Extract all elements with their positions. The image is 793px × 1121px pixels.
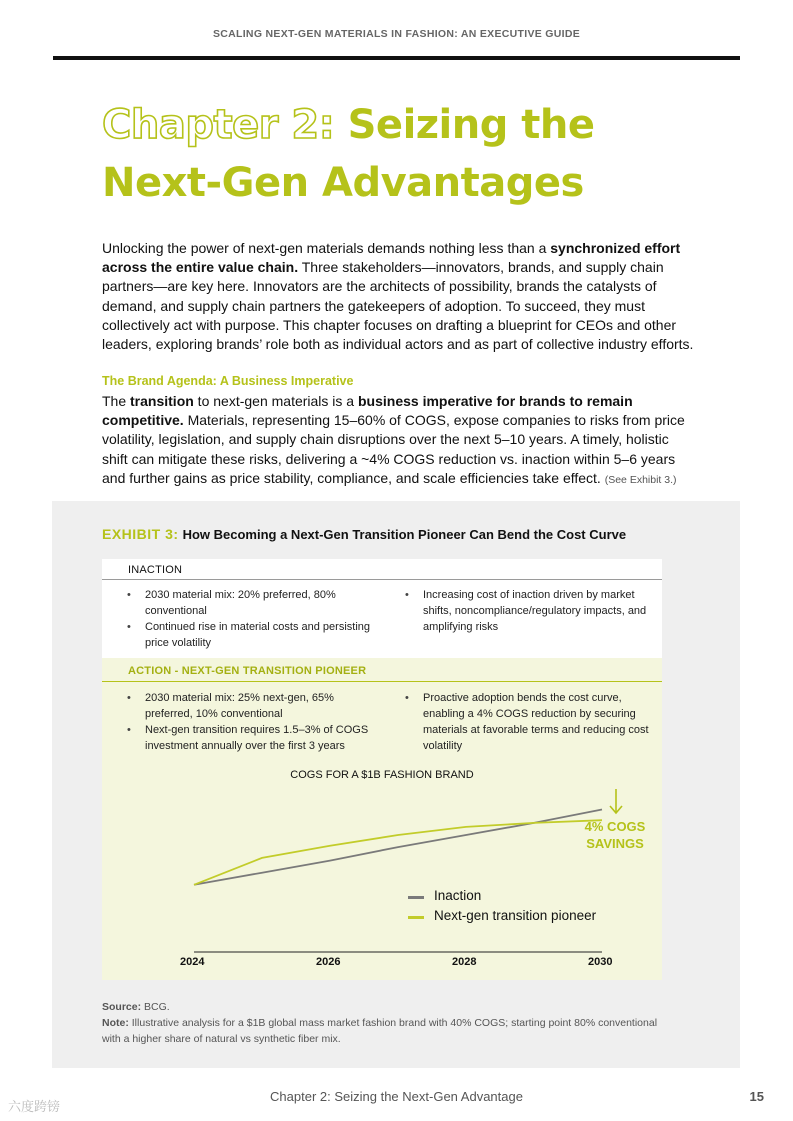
list-item: • 2030 material mix: 25% next-gen, 65% preferred, 10% conventional [126,690,381,722]
inaction-right-list [404,587,659,635]
x-tick-label: 2028 [452,956,477,968]
inaction-rule [102,579,662,580]
exhibit-reference: (See Exhibit 3.) [604,473,677,486]
chapter-title-text: Seizing the Next-Gen Advantages [102,102,595,206]
page-number: 15 [749,1089,764,1104]
series-line-pioneer [194,820,602,885]
chapter-title [102,96,722,212]
brand-text-1: The [102,393,131,409]
chart-title: COGS FOR A $1B FASHION BRAND [290,769,474,781]
exhibit-title [102,526,626,542]
action-rule [102,681,662,682]
brand-bold-1: transition [130,393,194,409]
down-arrow-icon [604,787,628,817]
list-item: • Continued rise in material costs and persisting price volatility [126,619,381,651]
intro-text-1: Unlocking the power of next-gen materials demands nothing less than a [102,240,551,256]
legend-swatch-pioneer [408,916,424,919]
intro-bold-1: synchronized effort across the entire value chain. [102,240,681,276]
list-item: • 2030 material mix: 20% preferred, 80% conventional [126,587,381,619]
intro-paragraph [102,239,697,354]
brand-agenda-heading: The Brand Agenda: A Business Imperative [102,374,354,388]
source-text: BCG. [144,1001,170,1013]
savings-annotation: 4% COGS SAVINGS [584,819,646,851]
note-line [102,1015,662,1047]
brand-agenda-paragraph [102,392,697,490]
series-layer [194,810,602,885]
source-note [102,999,662,1047]
action-left-list [126,690,381,754]
brand-text-2: to next-gen materials is a [193,393,358,409]
list-item: • Increasing cost of inaction driven by market shifts, noncompliance/regulatory impacts, and amplifying risks [404,587,659,635]
note-label: Note: [102,1017,129,1029]
source-line [102,999,662,1015]
cogs-line-chart [102,780,662,970]
intro-text-2: Three stakeholders—innovators, brands, and supply chain partners—are key here. Innovators are the architects of possibility, brands the catalysts of demand, and supply chain partners the gatekeepers of adoption. To succeed, they must collectively act with purpose. This chapter focuses on drafting a blueprint for CEOs and other leaders, exploring brands’ role both as individual actors and as part of collective industry efforts. [102,259,694,353]
x-tick-label: 2024 [180,956,205,968]
running-header: SCALING NEXT-GEN MATERIALS IN FASHION: AN EXECUTIVE GUIDE [212,28,581,40]
action-right-list [404,690,659,754]
x-tick-label: 2030 [588,956,613,968]
action-label: ACTION - NEXT-GEN TRANSITION PIONEER [128,665,367,677]
exhibit-label: EXHIBIT 3: [102,526,179,542]
legend-label: Inaction [434,888,482,903]
inaction-left-list [126,587,381,651]
source-label: Source: [102,1001,142,1013]
note-text: Illustrative analysis for a $1B global mass market fashion brand with 40% COGS; starting point 80% conventional with a higher share of natural vs synthetic fiber mix. [102,1017,658,1045]
header-rule [53,56,740,60]
inaction-label: INACTION [128,564,183,576]
watermark: 六度跨镑 [8,1099,61,1114]
exhibit-title-text: How Becoming a Next-Gen Transition Pioneer Can Bend the Cost Curve [182,527,627,542]
list-item: • Proactive adoption bends the cost curve, enabling a 4% COGS reduction by securing materials at favorable terms and reducing cost volatility [404,690,659,754]
x-tick-label: 2026 [316,956,341,968]
chapter-prefix: Chapter 2: [102,102,335,148]
brand-text-3: Materials, representing 15–60% of COGS, expose companies to risks from price volatility, legislation, and supply chain disruptions over the next 5–10 years. A timely, holistic shift can mitigate these risks, delivering a ~4% COGS reduction vs. inaction within 5–6 years and further gains as price stability, compliance, and scale efficiencies take effect. [102,412,685,486]
brand-bold-2: business imperative for brands to remain competitive. [102,393,633,429]
legend-swatch-inaction [408,896,424,899]
footer-chapter-label: Chapter 2: Seizing the Next-Gen Advantage [270,1089,523,1104]
legend-label: Next-gen transition pioneer [434,908,597,923]
series-line-inaction [194,810,602,885]
list-item: • Next-gen transition requires 1.5–3% of COGS investment annually over the first 3 years [126,722,381,754]
